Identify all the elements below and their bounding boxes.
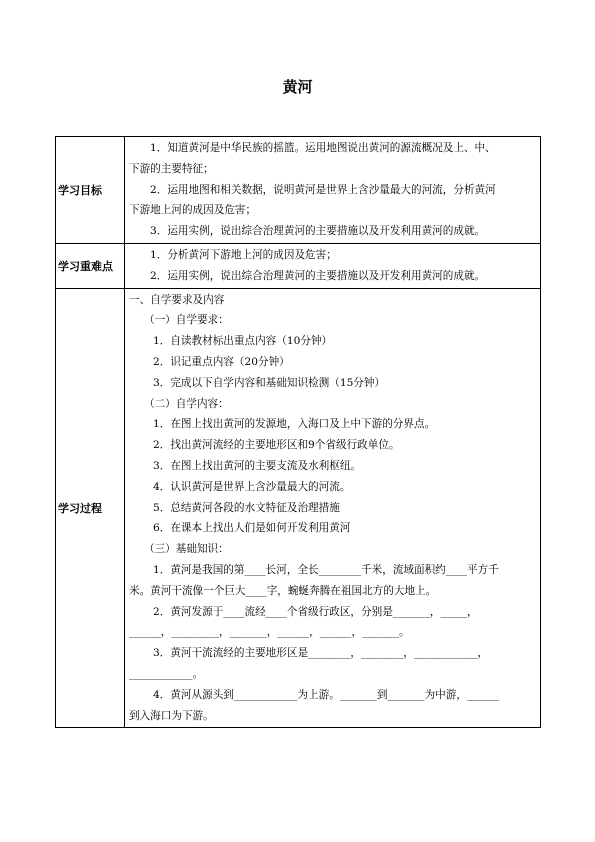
content-line: 下游地上河的成因及危害；: [129, 204, 257, 217]
table-row-learning-goals: [56, 137, 541, 244]
content-line: 3．运用实例，说出综合治理黄河的主要措施以及开发利用黄河的成就。: [150, 225, 486, 238]
content-line: 3．在图上找出黄河的主要支流及水利枢纽。: [153, 459, 362, 472]
content-line: 1．知道黄河是中华民族的摇篮。运用地图说出黄河的源流概况及上、中、: [150, 142, 496, 154]
content-line: （一）自学要求：: [144, 314, 229, 327]
lesson-table: [55, 136, 541, 728]
table-row-key-difficulties: [56, 243, 541, 288]
table-row-learning-process: [56, 288, 541, 728]
content-line: 1．分析黄河下游地上河的成因及危害；: [150, 248, 337, 261]
content-line: 2．识记重点内容（20分钟）: [153, 355, 290, 368]
page-title: 黄河: [282, 78, 313, 96]
content-line: ____________。: [129, 667, 204, 680]
content-line: 2．黄河发源于____流经____个省级行政区，分别是_______，_____，: [153, 605, 478, 618]
lesson-table-body: [56, 137, 541, 728]
content-line: ______，_________，_______，______，______，_______。: [129, 626, 410, 639]
content-line: 3．黄河干流流经的主要地形区是________，________，____________，: [153, 647, 489, 660]
content-line: 3．完成以下自学内容和基础知识检测（15分钟）: [153, 376, 386, 389]
content-line: 1．黄河是我国的第____长河，全长________千米，流域面积约____平方千: [153, 563, 499, 576]
content-line: 1．在图上找出黄河的发源地，入海口及上中下游的分界点。: [153, 418, 436, 431]
content-line: 下游的主要特征；: [129, 162, 214, 175]
content-line: 到入海口为下游。: [129, 709, 214, 722]
content-line: 5．总结黄河各段的水文特征及治理措施: [153, 501, 340, 514]
row-content: [125, 243, 541, 288]
content-line: （二）自学内容：: [144, 397, 229, 410]
row-content: [125, 137, 541, 244]
content-line: 6．在课本上找出人们是如何开发利用黄河: [153, 522, 351, 535]
row-content: [125, 288, 541, 728]
content-line: 2．运用地图和相关数据，说明黄河是世界上含沙量最大的河流，分析黄河: [150, 183, 496, 196]
row-label: 学习目标: [56, 137, 125, 244]
content-line: 2．找出黄河流经的主要地形区和9个省级行政单位。: [153, 439, 400, 452]
content-line: 1．自读教材标出重点内容（10分钟）: [153, 335, 333, 348]
content-line: 4．黄河从源头到____________为上游。_______到_______为中游，______: [153, 688, 499, 701]
content-line: 2．运用实例，说出综合治理黄河的主要措施以及开发利用黄河的成就。: [150, 269, 486, 282]
row-label: 学习过程: [56, 288, 125, 728]
row-label: 学习重难点: [56, 243, 125, 288]
content-line: （三）基础知识：: [144, 543, 229, 556]
content-line: 4．认识黄河是世界上含沙量最大的河流。: [153, 480, 351, 493]
content-line: 米。黄河干流像一个巨大____字，蜿蜒奔腾在祖国北方的大地上。: [129, 584, 437, 597]
content-line: 一、自学要求及内容: [129, 293, 225, 306]
